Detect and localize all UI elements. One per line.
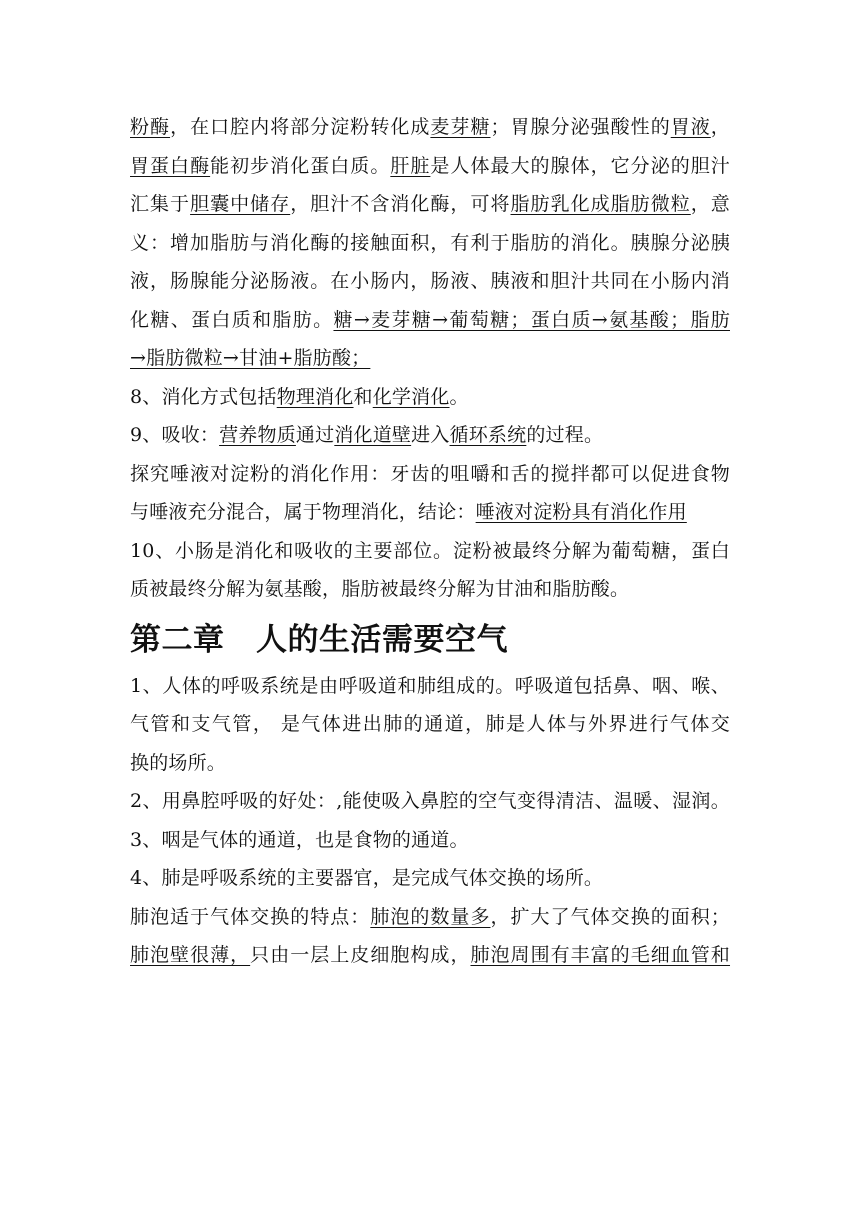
text-run: 义：增加脂肪与消化酶的接触面积，有利于脂肪的消化。胰腺分泌胰 bbox=[130, 231, 730, 254]
experiment-line bbox=[130, 455, 730, 494]
text-run: 通过 bbox=[295, 424, 335, 446]
experiment-line bbox=[130, 493, 730, 532]
text-run: 液，肠腺能分泌肠液。在小肠内，肠液、胰液和胆汁共同在小肠内消 bbox=[130, 270, 730, 292]
text-run: 9、吸收： bbox=[130, 424, 220, 446]
item-1 bbox=[130, 667, 730, 706]
item-10 bbox=[130, 532, 730, 571]
document-page bbox=[130, 108, 730, 975]
underlined-term: 肝脏 bbox=[390, 154, 431, 177]
text-line bbox=[130, 224, 730, 263]
text-line bbox=[130, 108, 730, 147]
text-run: 是人体最大的腺体，它分泌的胆汁 bbox=[430, 154, 730, 177]
text-line bbox=[130, 339, 730, 378]
underlined-term: 营养物质 bbox=[219, 424, 296, 446]
text-run: ，扩大了气体交换的面积； bbox=[490, 905, 730, 928]
underlined-term: 循环系统 bbox=[449, 424, 527, 446]
text-line bbox=[130, 301, 730, 340]
text-run: 4、肺是呼吸系统的主要器官，是完成气体交换的场所。 bbox=[130, 867, 604, 889]
underlined-term: 唾液对淀粉具有消化作用 bbox=[475, 501, 687, 523]
underlined-term: 粉酶 bbox=[130, 116, 171, 138]
item-1 bbox=[130, 744, 730, 783]
underlined-term: 物理消化 bbox=[276, 385, 354, 408]
chapter-heading: 第二章 人的生活需要空气 bbox=[130, 621, 508, 658]
text-run: 汇集于 bbox=[130, 193, 191, 215]
text-run: ，胆汁不含消化酶，可将 bbox=[290, 193, 511, 215]
item-10 bbox=[130, 570, 730, 609]
text-run: 能初步消化蛋白质。 bbox=[210, 154, 391, 177]
text-run: 3、咽是气体的通道，也是食物的通道。 bbox=[130, 828, 469, 851]
text-run: 。 bbox=[449, 385, 469, 408]
text-run: 换的场所。 bbox=[130, 751, 227, 774]
text-run: 与唾液充分混合，属于物理消化，结论： bbox=[130, 501, 476, 523]
underlined-term: 麦芽糖 bbox=[430, 116, 491, 138]
text-run: ， bbox=[710, 116, 730, 138]
text-run: 10、小肠是消化和吸收的主要部位。淀粉被最终分解为葡萄糖，蛋白 bbox=[130, 539, 730, 562]
underlined-term: 肺泡的数量多 bbox=[370, 905, 491, 928]
underlined-term: 胃液 bbox=[670, 116, 711, 138]
underlined-term: 化学消化 bbox=[372, 385, 450, 408]
underlined-term: 糖→麦芽糖→葡萄糖；蛋白质→氨基酸；脂肪 bbox=[333, 308, 730, 331]
underlined-term: 肺泡壁很薄， bbox=[130, 944, 251, 966]
text-run: 进入 bbox=[411, 424, 450, 446]
text-run: 质被最终分解为氨基酸，脂肪被最终分解为甘油和脂肪酸。 bbox=[130, 578, 630, 600]
text-run: 探究唾液对淀粉的消化作用：牙齿的咀嚼和舌的搅拌都可以促进食物 bbox=[130, 462, 730, 485]
text-run: 化糖、蛋白质和脂肪。 bbox=[130, 308, 334, 331]
underlined-term: 肺泡周围有丰富的毛细血管和 bbox=[470, 944, 731, 966]
item-4 bbox=[130, 859, 730, 898]
text-run: 肺泡适于气体交换的特点： bbox=[130, 905, 371, 928]
text-run: ；胃腺分泌强酸性的 bbox=[490, 116, 671, 138]
text-run: 1、人体的呼吸系统是由呼吸道和肺组成的。呼吸道包括鼻、咽、喉、 bbox=[130, 674, 730, 697]
text-run: 2、用鼻腔呼吸的好处：,能使吸入鼻腔的空气变得清洁、温暖、湿润。 bbox=[130, 790, 730, 812]
text-line bbox=[130, 185, 730, 224]
item-8 bbox=[130, 378, 730, 417]
text-run: 8、消化方式包括 bbox=[130, 385, 277, 408]
text-run: 和 bbox=[353, 385, 373, 408]
underlined-term: →脂肪微粒→甘油+脂肪酸； bbox=[130, 347, 371, 369]
item-1 bbox=[130, 705, 730, 744]
text-run: 的过程。 bbox=[526, 424, 604, 446]
underlined-term: 脂肪乳化成脂肪微粒 bbox=[510, 193, 691, 215]
item-2 bbox=[130, 782, 730, 821]
alveoli-line bbox=[130, 936, 730, 975]
text-line bbox=[130, 147, 730, 186]
text-run: 只由一层上皮细胞构成， bbox=[250, 944, 471, 966]
text-run: ，在口腔内将部分淀粉转化成 bbox=[170, 116, 431, 138]
text-line bbox=[130, 262, 730, 301]
text-run: ，意 bbox=[690, 193, 730, 215]
text-run: 气管和支气管， 是气体进出肺的通道，肺是人体与外界进行气体交 bbox=[130, 713, 730, 735]
underlined-term: 消化道壁 bbox=[334, 424, 412, 446]
underlined-term: 胆囊中储存 bbox=[190, 193, 291, 215]
underlined-term: 胃蛋白酶 bbox=[130, 154, 211, 177]
alveoli-line bbox=[130, 898, 730, 937]
item-9 bbox=[130, 416, 730, 455]
item-3 bbox=[130, 821, 730, 860]
